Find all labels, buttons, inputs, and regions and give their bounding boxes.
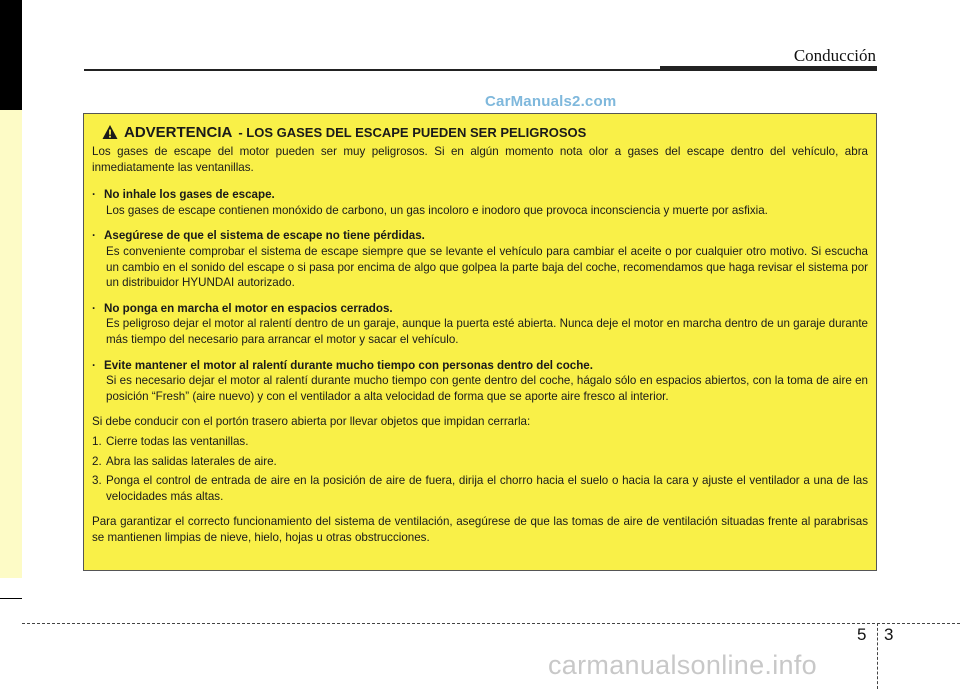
warning-triangle-icon	[102, 124, 118, 140]
bullet-title: No ponga en marcha el motor en espacios cerrados.	[104, 301, 393, 315]
chapter-number: 5	[857, 625, 867, 644]
numbered-list	[92, 434, 868, 504]
bullet-dot: ·	[92, 301, 96, 315]
header-rule	[84, 69, 660, 71]
page-number-divider	[877, 623, 878, 689]
bullet-title: No inhale los gases de escape.	[104, 188, 275, 202]
step-number: 3.	[92, 474, 102, 488]
warning-box	[83, 113, 877, 571]
numbered-item	[92, 454, 868, 470]
step-text: Ponga el control de entrada de aire en la posición de aire de fuera, dirija el chorro hacia el suelo o hacia la cara y ajuste el ventilador a una de las velocidades más altas.	[106, 474, 868, 503]
page-number: 3	[884, 625, 894, 644]
section-title: Conducción	[793, 46, 876, 65]
bullet-dot: ·	[92, 358, 96, 372]
warning-subtitle: - LOS GASES DEL ESCAPE PUEDEN SER PELIGROSOS	[238, 125, 587, 140]
list-item	[92, 228, 868, 290]
warning-intro: Los gases de escape del motor pueden ser muy peligrosos. Si en algún momento nota olor a gases del escape dentro del vehículo, abra inmediatamente las ventanillas.	[92, 145, 868, 174]
list-item	[92, 301, 868, 348]
watermark-bottom: carmanualsonline.info	[548, 650, 817, 680]
warning-title: ADVERTENCIA	[124, 124, 233, 141]
side-tab-marker	[0, 0, 22, 110]
closing-paragraph: Para garantizar el correcto funcionamiento del sistema de ventilación, asegúrese de que las tomas de aire de ventilación situadas frente al parabrisas se mantienen limpias de nieve, hielo, hojas u otras obstrucciones.	[92, 515, 868, 544]
bullet-body: Si es necesario dejar el motor al ralentí durante mucho tiempo con gente dentro del coche, hágalo sólo en espacios abiertos, con la toma de aire en posición “Fresh” (aire nuevo) y con el ventilador a alta velocidad de forma que se aporte aire fresco al interior.	[106, 374, 868, 403]
numbered-item	[92, 473, 868, 504]
step-number: 2.	[92, 454, 102, 468]
list-item	[92, 187, 868, 218]
footer-divider	[22, 623, 960, 624]
bullet-body: Los gases de escape contienen monóxido de carbono, un gas incoloro e inodoro que provoca inconsciencia y muerte por asfixia.	[106, 203, 768, 217]
bullet-dot: ·	[92, 188, 96, 202]
side-tab-tick	[0, 598, 22, 599]
step-text: Cierre todas las ventanillas.	[106, 434, 249, 448]
header-rule-thick	[660, 66, 877, 71]
bullet-dot: ·	[92, 229, 96, 243]
bullet-body: Es conveniente comprobar el sistema de escape siempre que se levante el vehículo para cambiar el aceite o por cualquier otro motivo. Si escucha un cambio en el sonido del escape o si pasa por encima de algo que golpea la parte baja del coche, recomendamos que haga revisar el sistema por un distribuidor HYUNDAI autorizado.	[106, 244, 868, 290]
tailgate-intro: Si debe conducir con el portón trasero abierta por llevar objetos que impidan cerrarla:	[92, 415, 531, 429]
bullet-body: Es peligroso dejar el motor al ralentí dentro de un garaje, aunque la puerta esté abierta. Nunca deje el motor en marcha dentro de un garaje durante más tiempo del necesario para arrancar el motor y sacar el vehículo.	[106, 317, 868, 346]
numbered-item	[92, 434, 868, 450]
watermark-top: CarManuals2.com	[485, 93, 617, 110]
step-number: 1.	[92, 434, 102, 448]
step-text: Abra las salidas laterales de aire.	[106, 454, 277, 468]
bullet-title: Evite mantener el motor al ralentí durante mucho tiempo con personas dentro del coche.	[104, 358, 593, 372]
bullet-title: Asegúrese de que el sistema de escape no tiene pérdidas.	[104, 229, 425, 243]
warning-header	[92, 124, 868, 141]
list-item	[92, 358, 868, 405]
